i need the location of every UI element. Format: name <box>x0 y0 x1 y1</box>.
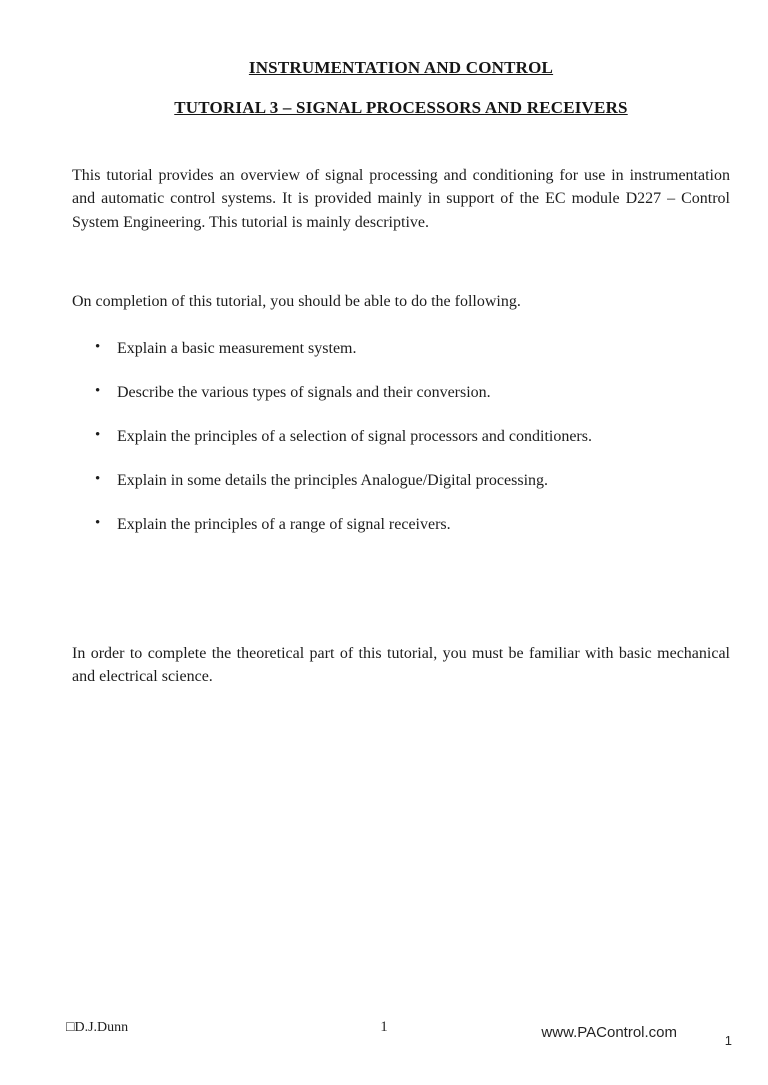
objective-item-text: Explain a basic measurement system. <box>117 340 357 357</box>
closing-paragraph: In order to complete the theoretical part of this tutorial, you must be familiar with basic mechanical and electrical science. <box>72 645 730 686</box>
objective-item-text: Explain in some details the principles Analogue/Digital processing. <box>117 472 549 489</box>
intro-paragraph: This tutorial provides an overview of signal processing and conditioning for use in instrumentation and automatic control systems. It is provided mainly in support of the EC module D227 – Control System Engineering. This tutorial is mainly descriptive. <box>72 167 730 231</box>
objective-item-text: Explain the principles of a selection of signal processors and conditioners. <box>117 428 592 445</box>
objective-item <box>72 469 730 492</box>
footer-page-number: 1 <box>380 1019 388 1035</box>
bullet-icon: • <box>95 471 101 487</box>
bullet-icon: • <box>95 515 101 531</box>
footer-website-link[interactable]: www.PAControl.com <box>541 1024 677 1041</box>
objectives-list <box>72 337 730 557</box>
objective-item-text: Describe the various types of signals and their conversion. <box>117 384 491 401</box>
corner-page-number: 1 <box>724 1033 732 1048</box>
objective-item <box>72 381 730 404</box>
document-subtitle: TUTORIAL 3 – SIGNAL PROCESSORS AND RECEIVERS <box>174 98 628 117</box>
bullet-icon: • <box>95 383 101 399</box>
objective-item <box>72 513 730 536</box>
bullet-icon: • <box>95 427 101 443</box>
objective-item-text: Explain the principles of a range of signal receivers. <box>117 516 451 533</box>
objectives-lead-paragraph: On completion of this tutorial, you should be able to do the following. <box>72 293 521 310</box>
footer-author: □D.J.Dunn <box>66 1020 129 1035</box>
bullet-icon: • <box>95 339 101 355</box>
document-title: INSTRUMENTATION AND CONTROL <box>248 58 554 77</box>
objective-item <box>72 337 730 360</box>
objective-item <box>72 425 730 448</box>
